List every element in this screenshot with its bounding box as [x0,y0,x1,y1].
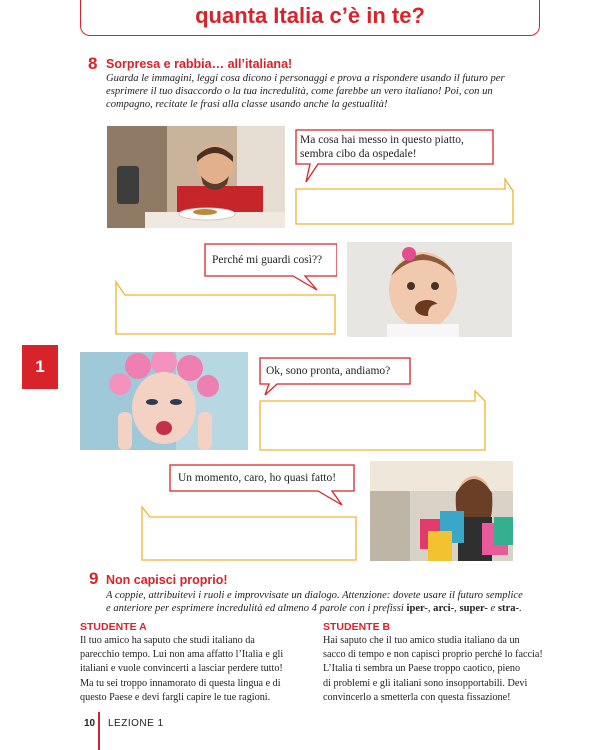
exercise-9-title: Non capisci proprio! [106,573,228,587]
student-b-line: di problemi e gli italiani sono insopportabili. Devi [323,677,528,689]
student-b-heading: STUDENTE B [323,621,391,633]
page-number: 10 [84,718,96,729]
bubble-child-text: Perché mi guardi così?? [212,254,323,266]
student-a-line: Ma tu sei troppo innamorato di questa lingua e di [80,677,281,689]
student-a-line: parecchio tempo. Lui non ama affatto l’Italia e gli [80,649,284,661]
instruction-line: A coppie, attribuitevi i ruoli e improvvisate un dialogo. Attenzione: dovete usare il futuro semplice [106,590,523,601]
student-a-line: italiani e vuole convincerti a lasciar perdere tutto! [80,663,283,675]
student-a-line: Il tuo amico ha saputo che studi italiano da [80,635,255,646]
answer-box-shopper[interactable] [146,520,354,556]
bubble-woman-text: Ok, sono pronta, andiamo? [266,365,391,377]
student-a-line: questo Paese e devi fargli capire le tue ragioni. [80,691,271,703]
title-banner [80,0,540,36]
footer-divider [98,712,100,750]
prefix-stra: stra- [497,603,520,614]
separator: e [487,603,498,614]
instruction-line: esprimere il tuo disaccordo o la tua incredulità, come farebbe un vero italiano! Poi, con un [106,86,493,97]
student-b-line: L’Italia ti sembra un Paese troppo caotico, pieno [323,663,521,675]
instruction-line: compagno, recitate le frasi alla classe usando anche la gestualità! [106,99,388,110]
prefix-iper: iper- [406,603,428,614]
lesson-label: LEZIONE 1 [108,718,164,729]
bubble-line: sembra cibo da ospedale! [300,148,417,160]
photo-man-eating [107,126,285,228]
photo-woman-curlers [80,352,248,450]
answer-box-child[interactable] [120,297,330,331]
bubble-line: Ma cosa hai messo in questo piatto, [300,134,464,146]
exercise-9-instructions [106,589,586,615]
instruction-line: Guarda le immagini, leggi cosa dicono i personaggi e prova a rispondere usando il futuro per [106,73,505,84]
bubble-shopper-text: Un momento, caro, ho quasi fatto! [178,472,337,484]
student-b-line: sacco di tempo e non capisci proprio perché lo faccia! [323,649,543,661]
instruction-text: e anteriore per esprimere incredulità ed almeno 4 parole con i prefissi [106,603,407,614]
period: . [519,603,522,614]
prefix-super: super- [459,603,488,614]
shopper-illustration [370,461,513,561]
exercise-8-number: 8 [88,54,98,73]
prefix-arci: arci- [433,603,455,614]
answer-box-woman[interactable] [263,405,481,447]
student-b-text [323,634,588,705]
exercise-8-title: Sorpresa e rabbia… all’italiana! [106,57,293,71]
photo-woman-shopping [370,461,513,561]
exercise-8-instructions [106,72,586,111]
lesson-tab: 1 [22,345,58,389]
separator: , [427,603,434,614]
bubble-man-text [300,133,495,161]
instruction-line [106,602,586,615]
separator: , [454,603,460,614]
student-b-line: Hai saputo che il tuo amico studia italiano da un [323,635,520,646]
answer-box-man[interactable] [297,192,512,222]
student-b-line: convincerlo a smetterla con questa fissazione! [323,691,511,703]
photo-child-chocolate [347,242,512,337]
exercise-9-number: 9 [89,569,99,588]
man-eating-illustration [107,126,285,228]
woman-curlers-illustration [80,352,248,450]
student-a-heading: STUDENTE A [80,621,147,633]
page-title: quanta Italia c’è in te? [195,3,425,28]
student-a-text [80,634,315,705]
child-illustration [347,242,512,337]
